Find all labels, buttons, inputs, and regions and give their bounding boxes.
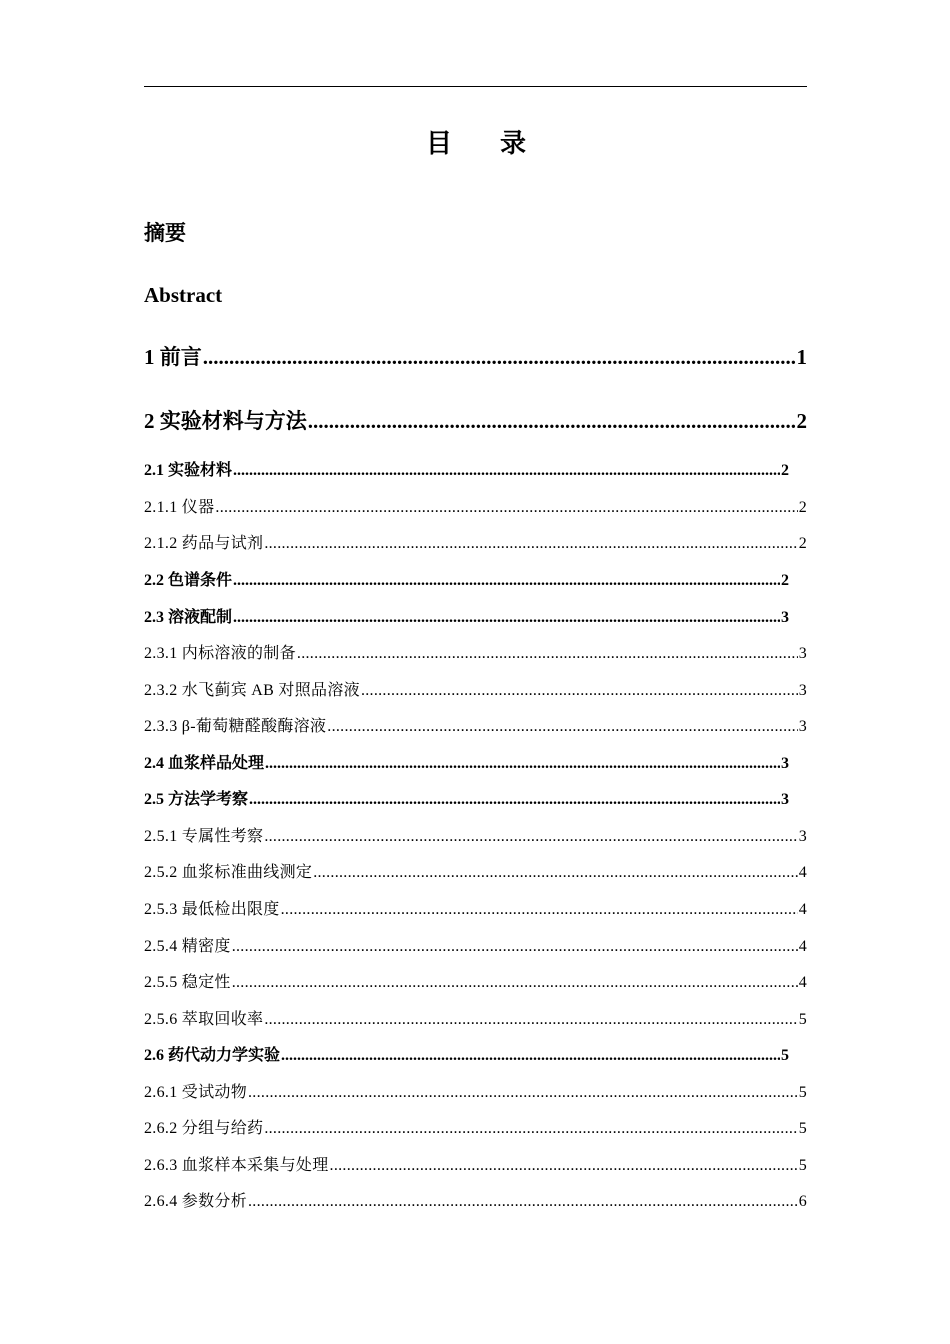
- toc-entry-label: 2.6.4 参数分析: [144, 1193, 247, 1210]
- toc-dot-leader: [232, 972, 798, 994]
- toc-entry-page: 5: [798, 1011, 807, 1028]
- toc-entry[interactable]: [144, 936, 807, 958]
- toc-title: 目录: [425, 129, 574, 158]
- toc-dot-leader: [248, 1191, 798, 1213]
- toc-entry-page: 3: [798, 828, 807, 845]
- toc-entry[interactable]: [144, 643, 807, 665]
- toc-entry[interactable]: [144, 533, 807, 555]
- toc-entry-label: 2.3.2 水飞蓟宾 AB 对照品溶液: [144, 682, 360, 699]
- toc-entry-page: 2: [798, 535, 807, 552]
- toc-entry-abstract-en[interactable]: Abstract: [144, 283, 223, 307]
- toc-entry-label: 2.2 色谱条件: [144, 572, 233, 589]
- toc-entry-page: 5: [798, 1157, 807, 1174]
- toc-entry[interactable]: [144, 1045, 789, 1067]
- toc-entry-page: 4: [798, 938, 807, 955]
- toc-dot-leader: [248, 1082, 798, 1104]
- toc-entry-label: 2.5.3 最低检出限度: [144, 901, 280, 918]
- toc-dot-leader: [361, 680, 798, 702]
- toc-entry[interactable]: [144, 826, 807, 848]
- toc-dot-leader: [233, 607, 780, 629]
- toc-dot-leader: [232, 936, 798, 958]
- toc-dot-leader: [297, 643, 798, 665]
- toc-entry-page: 5: [798, 1120, 807, 1137]
- toc-entry-label: 2.3.3 β-葡萄糖醛酸酶溶液: [144, 718, 327, 735]
- toc-dot-leader: [281, 1045, 780, 1067]
- toc-entry-label: 2.5.4 精密度: [144, 938, 231, 955]
- toc-entry-label: 2.1.2 药品与试剂: [144, 535, 264, 552]
- toc-entry-label: 2.4 血浆样品处理: [144, 755, 265, 772]
- toc-entry[interactable]: [144, 497, 807, 519]
- toc-dot-leader: [281, 899, 798, 921]
- toc-entry-abstract-zh[interactable]: 摘要: [144, 221, 186, 245]
- toc-entry-label: 2.3 溶液配制: [144, 609, 233, 626]
- toc-entry[interactable]: [144, 1118, 807, 1140]
- toc-entry-page: 3: [798, 682, 807, 699]
- toc-dot-leader: [264, 533, 797, 555]
- toc-dot-leader: [264, 1009, 797, 1031]
- toc-entry[interactable]: [144, 862, 807, 884]
- toc-entry-page: 3: [798, 718, 807, 735]
- header-rule: [144, 86, 807, 87]
- toc-entry-page: 1: [796, 345, 807, 369]
- toc-entry-label: 2.3.1 内标溶液的制备: [144, 645, 296, 662]
- toc-entry[interactable]: [144, 570, 789, 592]
- toc-dot-leader: [264, 826, 797, 848]
- toc-entry-label: 2.5.2 血浆标准曲线测定: [144, 864, 313, 881]
- toc-entry-page: 4: [798, 901, 807, 918]
- toc-entry[interactable]: [144, 343, 807, 371]
- toc-entry-label: 2.6.1 受试动物: [144, 1084, 247, 1101]
- toc-entry-label: 2.1.1 仪器: [144, 499, 215, 516]
- toc-entry-label: 1 前言: [144, 345, 202, 369]
- toc-entry-label: 2.5 方法学考察: [144, 791, 249, 808]
- toc-dot-leader: [330, 1155, 798, 1177]
- toc-entry-page: 4: [798, 864, 807, 881]
- toc-entry-page: 3: [781, 791, 789, 808]
- toc-entry[interactable]: [144, 972, 807, 994]
- toc-entry[interactable]: [144, 1191, 807, 1213]
- toc-entry-page: 4: [798, 974, 807, 991]
- toc-entry-page: 2: [781, 572, 789, 589]
- toc-dot-leader: [249, 789, 780, 811]
- toc-entry[interactable]: [144, 1009, 807, 1031]
- toc-entry[interactable]: [144, 716, 807, 738]
- toc-entry[interactable]: [144, 753, 789, 775]
- toc-entry-page: 2: [798, 499, 807, 516]
- toc-entry[interactable]: [144, 789, 789, 811]
- toc-dot-leader: [327, 716, 797, 738]
- toc-dot-leader: [308, 407, 796, 435]
- toc-entry-label: 2.5.1 专属性考察: [144, 828, 264, 845]
- toc-entry-page: 3: [781, 755, 789, 772]
- toc-entry-page: 3: [798, 645, 807, 662]
- toc-dot-leader: [313, 862, 797, 884]
- toc-dot-leader: [265, 753, 780, 775]
- toc-entry[interactable]: [144, 407, 807, 435]
- toc-entry-page: 5: [781, 1047, 789, 1064]
- toc-entry[interactable]: [144, 680, 807, 702]
- toc-entry-label: 2.6.2 分组与给药: [144, 1120, 264, 1137]
- toc-entry-page: 6: [798, 1193, 807, 1210]
- toc-entry-page: 2: [781, 462, 789, 479]
- toc-entry[interactable]: [144, 899, 807, 921]
- toc-dot-leader: [233, 570, 780, 592]
- toc-dot-leader: [264, 1118, 797, 1140]
- toc-entry-label: 2.5.5 稳定性: [144, 974, 231, 991]
- toc-dot-leader: [203, 343, 796, 371]
- toc-entry-label: 2 实验材料与方法: [144, 409, 307, 433]
- toc-entry-label: 2.5.6 萃取回收率: [144, 1011, 264, 1028]
- toc-entry[interactable]: [144, 1082, 807, 1104]
- toc-entry-page: 5: [798, 1084, 807, 1101]
- toc-entry-label: 2.6.3 血浆样本采集与处理: [144, 1157, 329, 1174]
- toc-entry[interactable]: [144, 460, 789, 482]
- toc-dot-leader: [215, 497, 797, 519]
- toc-entry-label: 2.6 药代动力学实验: [144, 1047, 281, 1064]
- toc-entry[interactable]: [144, 607, 789, 629]
- toc-entry-page: 3: [781, 609, 789, 626]
- toc-dot-leader: [233, 460, 780, 482]
- toc-entry-page: 2: [796, 409, 807, 433]
- toc-entry-label: 2.1 实验材料: [144, 462, 233, 479]
- toc-entry[interactable]: [144, 1155, 807, 1177]
